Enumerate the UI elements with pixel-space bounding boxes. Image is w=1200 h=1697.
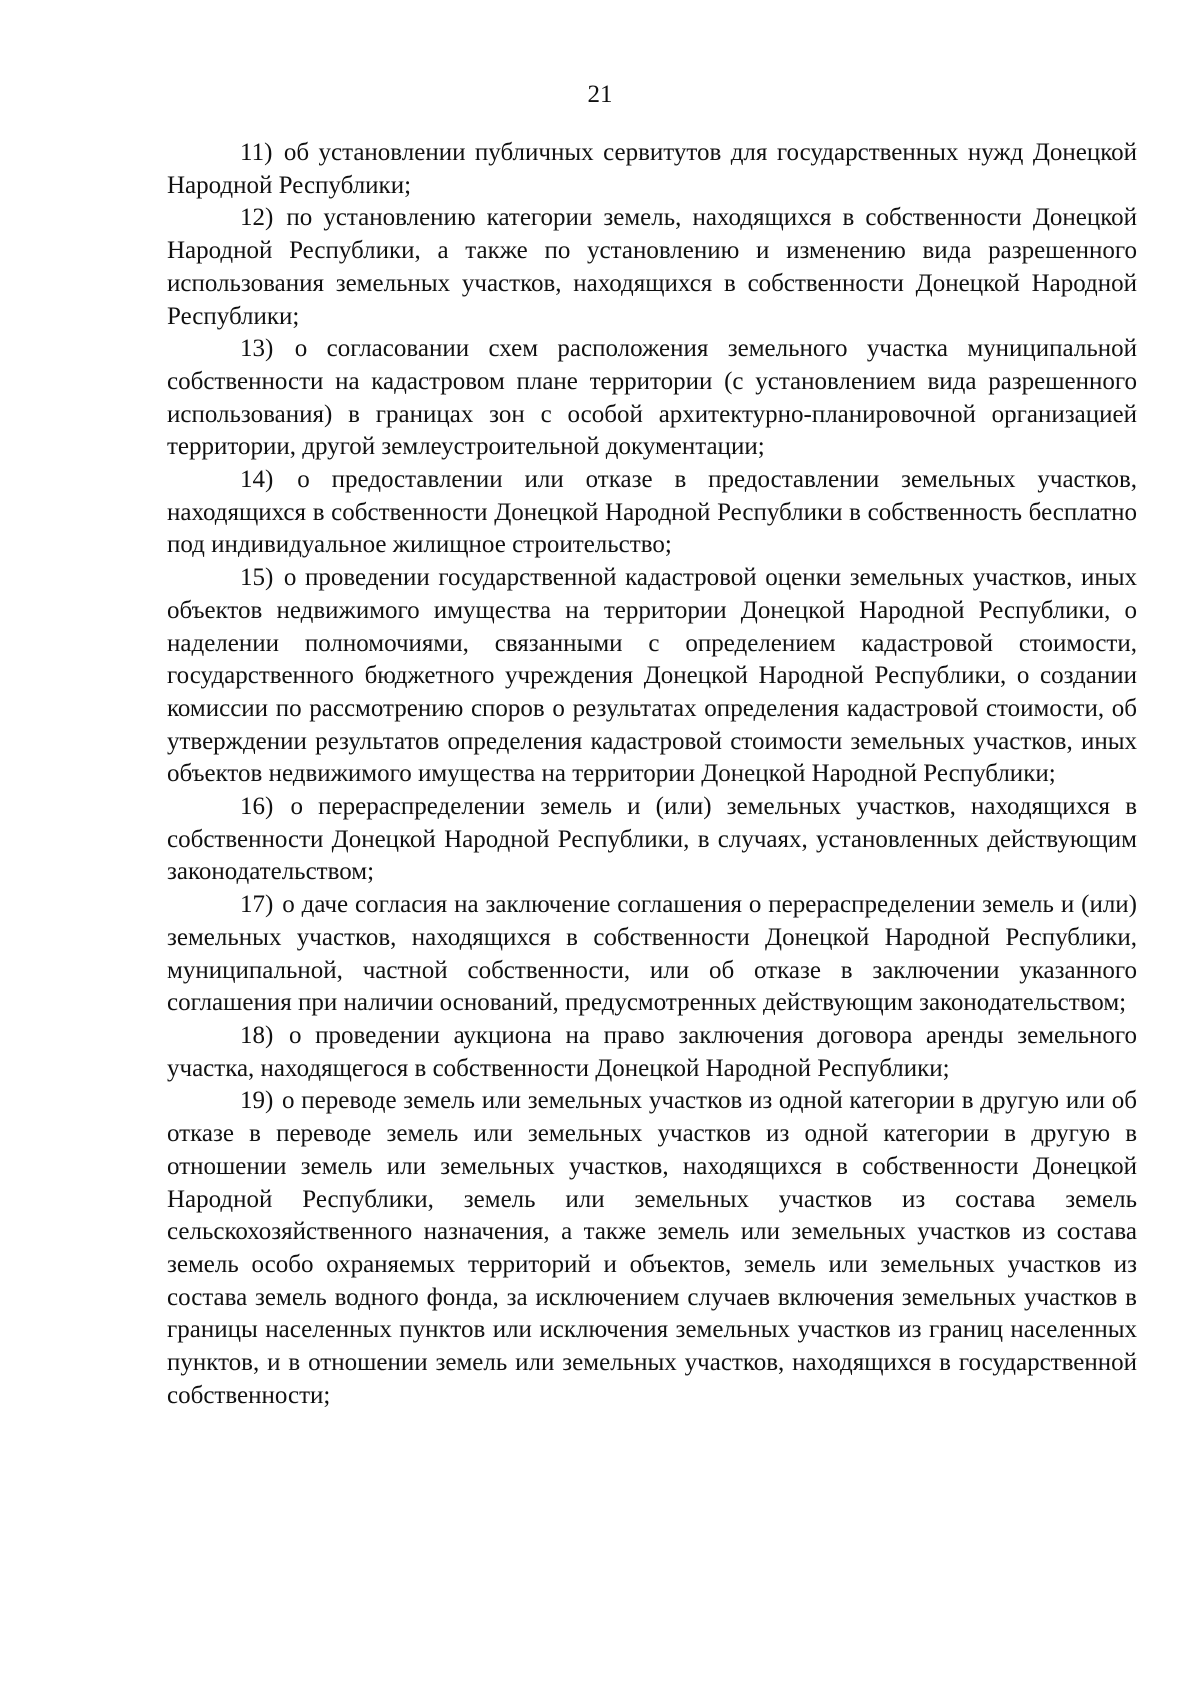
item-number: 16) bbox=[240, 793, 274, 821]
item-text: о переводе земель или земельных участков из одной категории в другую или об отказе в переводе земель или земельных участков из одной категории в другую в отношении земель или земельных участков, находящихся в собственности Донецкой Народной Республики, земель или земельных участков из состава земель сельскохозяйственного назначения, а также земель или земельных участков из состава земель особо охраняемых территорий и объектов, земель или земельных участков из состава земель водного фонда, за исключением случаев включения земельных участков в границы населенных пунктов или исключения земельных участков из границ населенных пунктов, и в отношении земель или земельных участков, находящихся в государственной собственности; bbox=[167, 1087, 1137, 1409]
item-text: о согласовании схем расположения земельного участка муниципальной собственности на кадастровом плане территории (с установлением вида разрешенного использования) в границах зон с особой архитектурно-планировочной организацией территории, другой землеустроительной документации; bbox=[167, 335, 1138, 461]
item-text: по установлению категории земель, находящихся в собственности Донецкой Народной Республики, а также по установлению и изменению вида разрешенного использования земельных участков, находящихся в собственности Донецкой Народной Республики; bbox=[167, 204, 1137, 330]
list-item-16 bbox=[167, 791, 1137, 889]
item-text: о перераспределении земель и (или) земельных участков, находящихся в собственности Донецкой Народной Республики, в случаях, установленных действующим законодательством; bbox=[167, 793, 1138, 886]
item-number: 17) bbox=[240, 891, 274, 919]
item-number: 18) bbox=[240, 1021, 274, 1049]
list-item-18 bbox=[167, 1020, 1137, 1085]
item-text: об установлении публичных сервитутов для государственных нужд Донецкой Народной Республики; bbox=[167, 139, 1138, 199]
list-item-19 bbox=[167, 1085, 1137, 1412]
list-item-11 bbox=[167, 137, 1137, 202]
item-number: 13) bbox=[240, 335, 274, 363]
document-body bbox=[167, 137, 1137, 1412]
item-text: о проведении аукциона на право заключения договора аренды земельного участка, находящегося в собственности Донецкой Народной Республики; bbox=[167, 1021, 1138, 1082]
item-number: 15) bbox=[240, 564, 274, 592]
item-number: 12) bbox=[240, 204, 274, 232]
item-number: 19) bbox=[240, 1087, 274, 1115]
item-text: о предоставлении или отказе в предоставлении земельных участков, находящихся в собственности Донецкой Народной Республики в собственность бесплатно под индивидуальное жилищное строительство; bbox=[167, 466, 1138, 559]
item-text: о даче согласия на заключение соглашения о перераспределении земель и (или) земельных участков, находящихся в собственности Донецкой Народной Республики, муниципальной, частной собственности, или об отказе в заключении указанного соглашения при наличии оснований, предусмотренных действующим законодательством; bbox=[167, 891, 1137, 1017]
item-number: 11) bbox=[240, 139, 273, 166]
list-item-17 bbox=[167, 889, 1137, 1020]
list-item-15 bbox=[167, 562, 1137, 791]
item-text: о проведении государственной кадастровой оценки земельных участков, иных объектов недвижимого имущества на территории Донецкой Народной Республики, о наделении полномочиями, связанными с определением кадастровой стоимости, государственного бюджетного учреждения Донецкой Народной Республики, о создании комиссии по рассмотрению споров о результатах определения кадастровой стоимости, об утверждении результатов определения кадастровой стоимости земельных участков, иных объектов недвижимого имущества на территории Донецкой Народной Республики; bbox=[167, 564, 1137, 788]
list-item-13 bbox=[167, 333, 1137, 464]
page-number: 21 bbox=[587, 81, 613, 108]
list-item-14 bbox=[167, 464, 1137, 562]
item-number: 14) bbox=[240, 466, 274, 494]
list-item-12 bbox=[167, 202, 1137, 333]
